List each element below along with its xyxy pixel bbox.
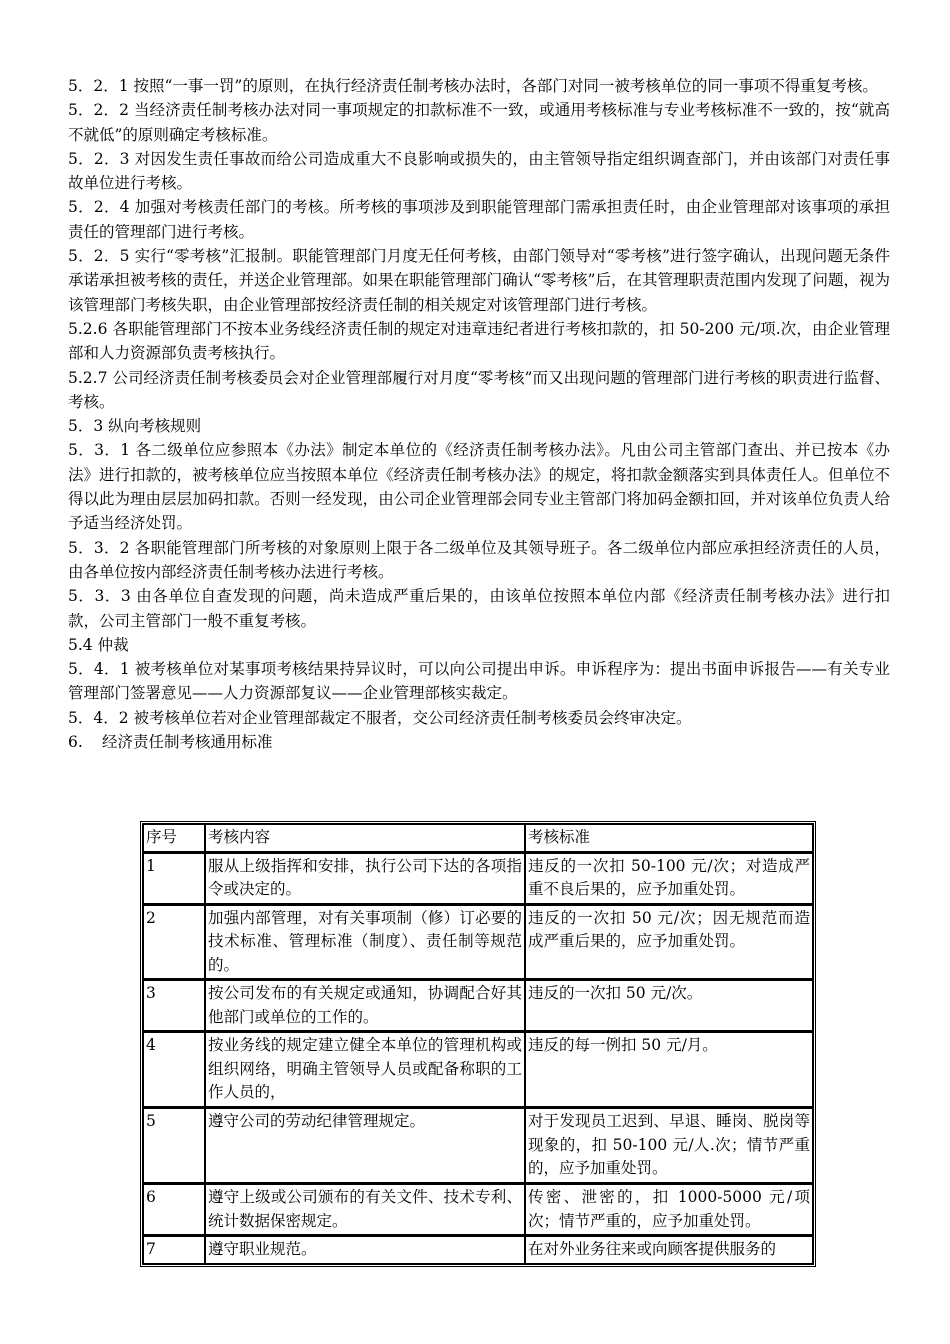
table-row: [143, 904, 813, 980]
document-body: [68, 74, 890, 754]
clause-5-3-1: 5．3．1 各二级单位应参照本《办法》制定本单位的《经济责任制考核办法》。凡由公司主管部门查出、并已按本《办法》进行扣款的，被考核单位应当按照本单位《经济责任制考核办法》的规定，将扣款金额落实到具体责任人。但单位不得以此为理由层层加码扣款。否则一经发现，由公司企业管理部会同专业主管部门将加码金额扣回，并对该单位负责人给予适当经济处罚。: [68, 441, 890, 533]
clause-5-2-5: 5．2．5 实行“零考核”汇报制。职能管理部门月度无任何考核，由部门领导对“零考核”进行签字确认，出现问题无条件承诺承担被考核的责任，并送企业管理部。如果在职能管理部门确认“零考核”后，在其管理职责范围内发现了问题，视为该管理部门考核失职，由企业管理部按经济责任制的相关规定对该管理部门进行考核。: [68, 247, 890, 314]
section-6-title: 经济责任制考核通用标准: [102, 733, 273, 752]
row-seq: 3: [143, 979, 205, 1031]
row-seq: 1: [143, 852, 205, 904]
row-standard: 违反的一次扣 50 元/次；因无规范而造成严重后果的，应予加重处罚。: [525, 904, 813, 980]
clause-5-2-3: 5．2．3 对因发生责任事故而给公司造成重大不良影响或损失的，由主管领导指定组织调查部门，并由该部门对责任事故单位进行考核。: [68, 149, 890, 193]
row-standard: 违反的每一例扣 50 元/月。: [525, 1031, 813, 1107]
clause-5-4-1: 5．4．1 被考核单位对某事项考核结果持异议时，可以向公司提出申诉。申诉程序为：提出书面申诉报告——有关专业管理部门签署意见——人力资源部复议——企业管理部核实裁定。: [68, 660, 890, 703]
section-5-4-heading: 5.4 仲裁: [68, 635, 129, 654]
clause-5-2-1: 5．2．1 按照“一事一罚”的原则，在执行经济责任制考核办法时，各部门对同一被考核单位的同一事项不得重复考核。: [68, 77, 878, 95]
row-seq: 6: [143, 1183, 205, 1235]
clause-5-3-3: 5．3．3 由各单位自查发现的问题，尚未造成严重后果的，由该单位按照本单位内部《经济责任制考核办法》进行扣款，公司主管部门一般不重复考核。: [68, 587, 890, 630]
clause-5-2-2: 5．2．2 当经济责任制考核办法对同一事项规定的扣款标准不一致，或通用考核标准与专业考核标准不一致的，按“就高不就低”的原则确定考核标准。: [68, 101, 890, 144]
clause-5-2-4: 5．2．4 加强对考核责任部门的考核。所考核的事项涉及到职能管理部门需承担责任时，由企业管理部对该事项的承担责任的管理部门进行考核。: [68, 198, 890, 241]
table-row: [143, 979, 813, 1031]
row-content: 遵守职业规范。: [205, 1235, 525, 1264]
row-standard: 违反的一次扣 50-100 元/次；对造成严重不良后果的，应予加重处罚。: [525, 852, 813, 904]
section-6-heading: [68, 730, 890, 754]
table-row: [143, 1235, 813, 1264]
row-seq: 2: [143, 904, 205, 980]
row-seq: 4: [143, 1031, 205, 1107]
table-header-row: [143, 824, 813, 852]
clause-5-3-2: 5．3．2 各职能管理部门所考核的对象原则上限于各二级单位及其领导班子。各二级单位内部应承担经济责任的人员，由各单位按内部经济责任制考核办法进行考核。: [68, 538, 890, 581]
table-row: [143, 1107, 813, 1183]
clause-5-2-6: 5.2.6 各职能管理部门不按本业务线经济责任制的规定对违章违纪者进行考核扣款的，扣 50-200 元/项.次，由企业管理部和人力资源部负责考核执行。: [68, 319, 890, 363]
clause-5-2-7: 5.2.7 公司经济责任制考核委员会对企业管理部履行对月度“零考核”而又出现问题的管理部门进行考核的职责进行监督、考核。: [68, 368, 890, 411]
row-content: 按业务线的规定建立健全本单位的管理机构或组织网络，明确主管领导人员或配备称职的工作人员的，: [205, 1031, 525, 1107]
row-standard: 传密、泄密的，扣 1000-5000 元/项次；情节严重的，应予加重处罚。: [525, 1183, 813, 1235]
row-standard: 违反的一次扣 50 元/次。: [525, 979, 813, 1031]
row-content: 遵守公司的劳动纪律管理规定。: [205, 1107, 525, 1183]
table-row: [143, 852, 813, 904]
section-5-3-heading: 5．3 纵向考核规则: [68, 417, 202, 436]
row-seq: 5: [143, 1107, 205, 1183]
header-content: 考核内容: [205, 824, 525, 852]
header-standard: 考核标准: [525, 824, 813, 852]
header-seq: 序号: [143, 824, 205, 852]
standards-table: [140, 821, 816, 1267]
row-content: 服从上级指挥和安排，执行公司下达的各项指令或决定的。: [205, 852, 525, 904]
table-row: [143, 1183, 813, 1235]
row-standard: 对于发现员工迟到、早退、睡岗、脱岗等现象的，扣 50-100 元/人.次；情节严重的，应予加重处罚。: [525, 1107, 813, 1183]
row-content: 遵守上级或公司颁布的有关文件、技术专利、统计数据保密规定。: [205, 1183, 525, 1235]
row-seq: 7: [143, 1235, 205, 1264]
row-content: 按公司发布的有关规定或通知，协调配合好其他部门或单位的工作的。: [205, 979, 525, 1031]
row-standard: 在对外业务往来或向顾客提供服务的: [525, 1235, 813, 1264]
clause-5-4-2: 5．4．2 被考核单位若对企业管理部裁定不服者，交公司经济责任制考核委员会终审决定。: [68, 708, 692, 727]
table-row: [143, 1031, 813, 1107]
section-6-number: 6.: [68, 733, 83, 752]
row-content: 加强内部管理，对有关事项制（修）订必要的技术标准、管理标准（制度）、责任制等规范的。: [205, 904, 525, 980]
